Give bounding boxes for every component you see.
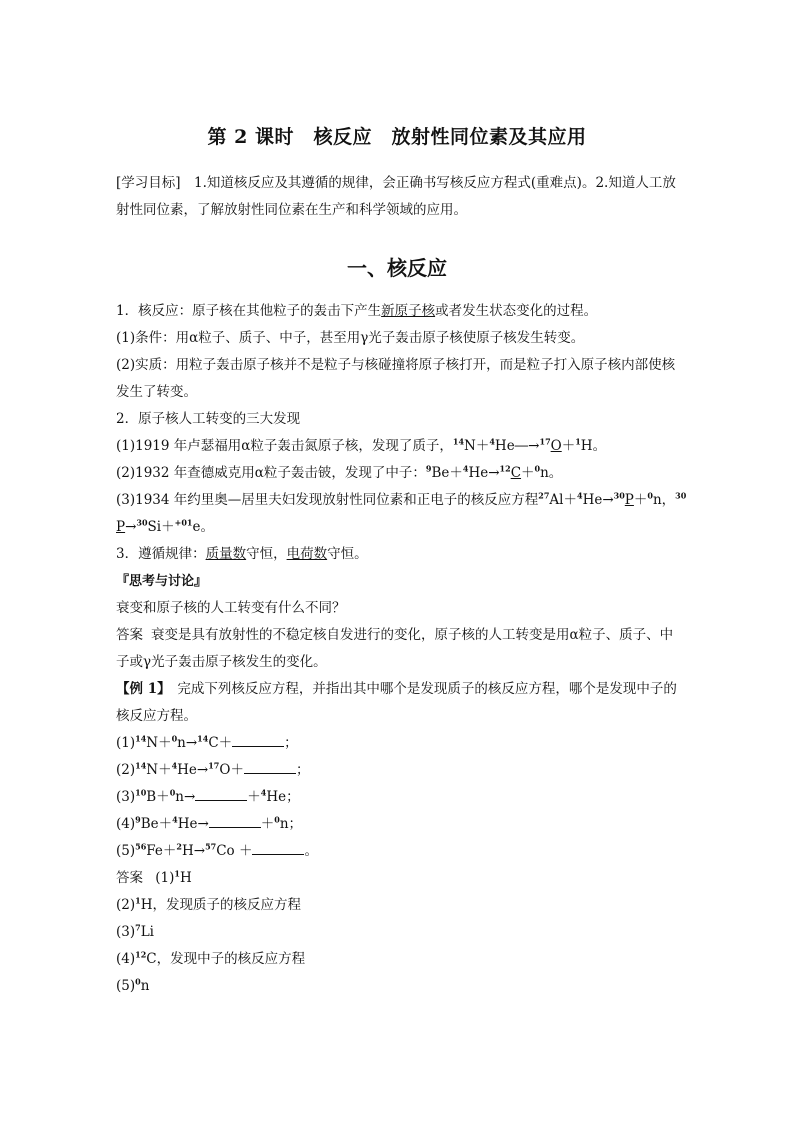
equation-3: $(3)^{10}B+^0n\to +^4He$； [116, 787, 300, 805]
paragraph-nuclear-reaction: 1．核反应：原子核在其他粒子的轰击下产生新原子核或者发生状态变化的过程。 [116, 303, 598, 319]
equation-1: $(1)^{14}N+^0n\to^{14}C+$ ； [116, 733, 298, 751]
discussion-answer: 答案 衰变是具有放射性的不稳定核自发进行的变化，原子核的人工转变是用α粒子、质子、中子或γ光子轰击原子核发生的变化。 [116, 627, 674, 670]
answer-5: $(5)^0n$ [116, 976, 150, 994]
equation-2: $(2)^{14}N+^4He\to^{17}O+$ ； [116, 760, 310, 778]
answer-4: $(4)^{12}C$，发现中子的核反应方程 [116, 949, 306, 967]
answer-2: $(2)^1H$，发现质子的核反应方程 [116, 895, 301, 913]
answer-3: $(3)^7Li$ [116, 922, 154, 940]
paragraph-essence: (2)实质：用粒子轰击原子核并不是粒子与核碰撞将原子核打开，而是粒子打入原子核内部使核发生了转变。 [116, 357, 676, 400]
page-title: 第 2 课时 核反应 放射性同位素及其应用 [207, 126, 587, 148]
equation-4: $(4)^9Be+^4He\to +^0n$； [116, 814, 303, 832]
paragraph-conservation: 3．遵循规律：质量数守恒，电荷数守恒。 [116, 546, 368, 562]
example-1: 【例 1】 完成下列核反应方程，并指出其中哪个是发现质子的核反应方程，哪个是发现中子的核反应方程。 [116, 681, 677, 724]
discussion-question: 衰变和原子核的人工转变有什么不同？ [116, 600, 346, 616]
section-title: 一、核反应 [347, 256, 447, 280]
paragraph-condition: (1)条件：用α粒子、质子、中子，甚至用γ光子轰击原子核使原子核发生转变。 [116, 330, 585, 346]
discovery-proton: (1)1919 年卢瑟福用α粒子轰击氮原子核，发现了质子，$^{14}$N＋$^4$He―→$^{17}$O＋$^1$H。 [116, 436, 607, 454]
answer-1: 答案 $(1)^1H$ [116, 868, 192, 886]
equation-5: $(5)^{56}Fe+^2H\to^{57}Co$ ＋ 。 [116, 841, 318, 859]
discovery-neutron: (2)1932 年查德威克用α粒子轰击铍，发现了中子：$^9$Be＋$^4$He→$^{12}$C＋$^0$n。 [116, 463, 563, 481]
discovery-positron-cont: P→$^{30}$Si＋$^{+01}$e。 [116, 517, 214, 535]
content-body [116, 298, 687, 1000]
discovery-positron: (3)1934 年约里奥—居里夫妇发现放射性同位素和正电子的核反应方程$^{27}$Al＋$^4$He→$^{30}$P＋$^0$n，$^{30}$ [116, 490, 687, 508]
think-discuss-title: 『思考与讨论』 [116, 574, 208, 589]
learning-goals: [学习目标] 1.知道核反应及其遵循的规律，会正确书写核反应方程式(重难点)。2.知道人工放射性同位素，了解放射性同位素在生产和科学领域的应用。 [116, 175, 676, 218]
paragraph-three-discoveries: 2．原子核人工转变的三大发现 [116, 411, 301, 427]
